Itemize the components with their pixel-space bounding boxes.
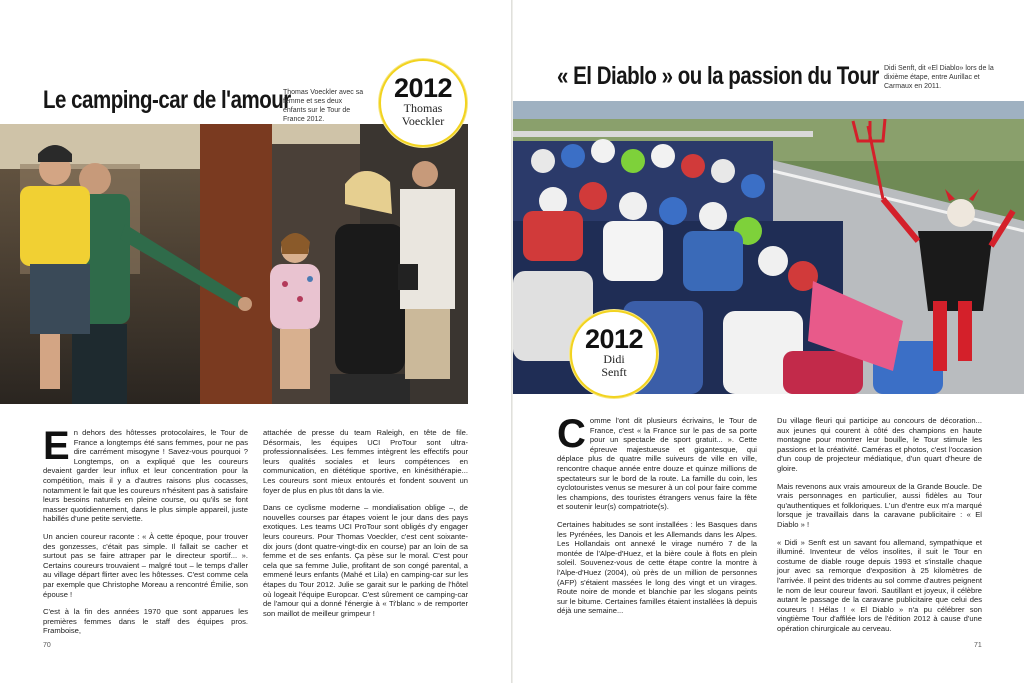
left-dropcap: E: [43, 424, 70, 468]
badge-year: 2012: [393, 73, 453, 103]
left-col1-para-3: C'est à la fin des années 1970 que sont apparues les premières femmes dans le staff des équipes pros. Framboise,: [43, 607, 248, 636]
left-col2-para-2: Dans ce cyclisme moderne – mondialisation oblige –, de nouvelles courses par étapes voient le jour dans des pays exotiques. Les teams UCI ProTour sont obligés d'y engager leurs coureurs. Pour Thomas Voeckler, c'est cent soixante-dix jours (dont quatre-vingt-dix en course) par an loin de sa femme et de ses enfants. Ça pèse sur le moral. C'est pour cela que sa femme Julie, profitant de son congé parental, a emmené leurs enfants (Mahé et Lila) en camping-car sur les étapes du Tour 2012. Julie se garait sur le parking de l'hôtel où logeait l'équipe Europcar. C'est sûrement ce camping-car de l'amour qui a donné l'énergie à « Ti'blanc » de remporter son maillot de meilleur grimpeur !: [263, 503, 468, 618]
badge-year: 2012: [584, 324, 644, 354]
right-page-title: « El Diablo » ou la passion du Tour: [557, 62, 879, 90]
left-col2-para-1: attachée de presse du team Raleigh, en tête de file. Désormais, les équipes UCI ProTour sont ultra-professionnalisées. Les femmes intègrent les effectifs pour leurs qualités sociales et leurs compétences en communication, en diététique sportive, en kinésithérapie... Les coureurs sont mieux entourés et fondent souvent un foyer de plus en plus tôt dans la vie.: [263, 428, 468, 495]
family-photo: [0, 124, 468, 404]
right-photo-caption: Didi Senft, dit «El Diablo» lors de la dixième étape, entre Aurillac et Carmaux en 2011.: [884, 65, 994, 90]
right-page: [513, 0, 1024, 683]
right-col2-para-3: « Didi » Senft est un savant fou allemand, sympathique et illuminé. Inventeur de vélos insolites, il suit le Tour en costume de diable rouge depuis 1993 et s'installe chaque jour avec sa remorque d'exposition à 25 kilomètres de l'arrivée. Il peint des tridents au sol comme d'autres peignent le nom de leur coureur favori. Sautillant et joyeux, il célèbre autant le passage de la caravane publicitaire que celui des coureurs ! Hélas ! « El Diablo » n'a pu célébrer son vingtième Tour d'affilée lors de l'édition 2012 à cause d'une opération chirurgicale au cerveau.: [777, 537, 982, 633]
right-col2-para-1: Du village fleuri qui participe au concours de décoration... aux jeunes qui courent à côté des champions en haute montagne pour montrer leur bouille, le Tour stimule les passions et la créativité. Caméras et photos, c'est l'occasion d'un coup de projecteur médiatique, d'un quart d'heure de gloire.: [777, 416, 982, 473]
family-photo-illustration: [0, 124, 468, 404]
left-column-1: [43, 424, 248, 644]
right-dropcap: C: [557, 412, 586, 456]
left-page: [0, 0, 511, 683]
right-column-1: [557, 412, 757, 624]
left-photo-caption: Thomas Voeckler avec sa femme et ses deux enfants sur le Tour de France 2012.: [283, 89, 364, 123]
badge-name-first: Thomas: [403, 101, 443, 115]
left-column-2: [263, 428, 468, 626]
right-col2-para-2: Mais revenons aux vrais amoureux de la Grande Boucle. De vrais personnages en particulier, aussi fidèles au Tour qu'authentiques et folkloriques. L'un d'entre eux m'a marqué lorsque je travaillais dans la caravane publicitaire : « El Diablo » !: [777, 481, 982, 529]
right-col1-para-1: Comme l'ont dit plusieurs écrivains, le Tour de France, c'est « la France sur le pas de sa porte pour un spectacle de sport gratuit... ». Cette épreuve majestueuse et gigantesque, qui déplace plus de quatre mille suiveurs de ville en ville, rencontre chaque année entre douze et quinze millions de spectateurs sur le bord de la route. La famille du coin, les cyclotouristes venus se mesurer à un col pour faire comme les champions, des touristes étrangers venus faire la fête et soutenir leur(s) compatriote(s).: [557, 412, 757, 512]
badge-name-last: Voeckler: [401, 114, 445, 128]
left-page-title: Le camping-car de l'amour: [43, 86, 291, 114]
right-year-badge: [570, 310, 658, 398]
left-col1-para-1: En dehors des hôtesses protocolaires, le Tour de France a longtemps été sans femmes, pour ne pas dire carrément misogyne ! Savez-vous pourquoi ? Longtemps, on a expliqué que les coureurs devaient garder leur influx et leur concentration pour la compétition, mais il y a d'autres raisons plus cocasses, notamment le fait que les coureurs n'hésitent pas à satisfaire leurs besoins naturels en pleine course, ou qu'ils se font masser quotidiennement, dans le plus simple appareil, juste habillés d'une petite serviette.: [43, 424, 248, 524]
left-year-badge: [379, 59, 467, 147]
badge-name-first: Didi: [603, 352, 625, 366]
right-page-number: 71: [974, 642, 982, 649]
badge-name-last: Senft: [601, 365, 627, 379]
right-col1-para-2: Certaines habitudes se sont installées : les Basques dans les Pyrénées, les Danois et les Allemands dans les Alpes. Les Hollandais ont annexé le virage numéro 7 de la montée de l'Alpe-d'Huez, et la bière coule à flots en plein soleil. Souvenez-vous de cette étape contre la montre à l'Alpe-d'Huez (2004), où près de un million de personnes (AFP) s'étaient massées le long des vingt et un virages. Route noire de monde et blanchie par les slogans peints sur le bitume. Certaines familles étaient installées là depuis déjà une semaine...: [557, 519, 757, 616]
left-col1-para-2: Un ancien coureur raconte : « À cette époque, pour trouver des gonzesses, c'était pas simple. Il fallait se cacher et surtout pas se faire attraper par le directeur sportif... ». Certains coureurs trouvaient – malgré tout – le temps d'aller au village départ flirter avec les hôtesses. C'est comme cela par exemple que Christophe Moreau a rencontré Émilie, son épouse !: [43, 531, 248, 599]
right-column-2: [777, 416, 982, 641]
left-page-number: 70: [43, 642, 51, 649]
